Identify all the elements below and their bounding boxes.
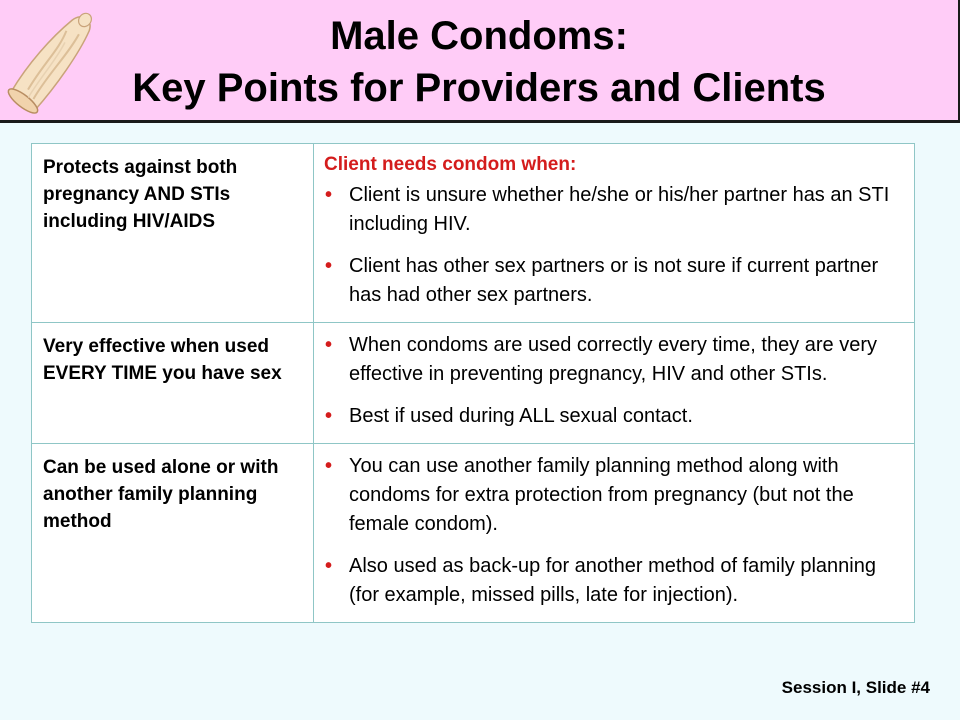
bullet-icon: • xyxy=(325,405,333,427)
title-line-2: Key Points for Providers and Clients xyxy=(132,66,826,110)
bullet-icon: • xyxy=(325,455,333,477)
slide-title xyxy=(0,10,958,114)
key-points-table xyxy=(31,143,915,623)
bullet-text: When condoms are used correctly every time, they are very effective in preventing pregnancy, HIV and other STIs. xyxy=(349,334,877,385)
list-item xyxy=(324,452,904,539)
slide-number: Session I, Slide #4 xyxy=(781,678,930,697)
bullet-text: Client has other sex partners or is not sure if current partner has had other sex partners. xyxy=(349,255,879,306)
bullet-icon: • xyxy=(325,184,333,206)
bullet-text: Also used as back-up for another method of family planning (for example, missed pills, late for injection). xyxy=(349,555,876,606)
row-label: Very effective when used EVERY TIME you have sex xyxy=(32,323,314,444)
list-item xyxy=(324,552,904,610)
bullet-icon: • xyxy=(325,255,333,277)
row-details xyxy=(314,444,915,623)
title-line-1: Male Condoms: xyxy=(330,14,628,58)
list-item xyxy=(324,402,904,431)
table-row xyxy=(32,144,915,323)
bullet-icon: • xyxy=(325,555,333,577)
table-row xyxy=(32,444,915,623)
bullet-list xyxy=(324,331,904,431)
bullet-text: Best if used during ALL sexual contact. xyxy=(349,405,693,427)
list-item xyxy=(324,252,904,310)
row-label: Protects against both pregnancy AND STIs including HIV/AIDS xyxy=(32,144,314,323)
slide-header xyxy=(0,0,960,123)
bullet-text: You can use another family planning method along with condoms for extra protection from pregnancy (but not the female condom). xyxy=(349,455,854,535)
list-item xyxy=(324,181,904,239)
bullet-text: Client is unsure whether he/she or his/her partner has an STI including HIV. xyxy=(349,184,890,235)
list-item xyxy=(324,331,904,389)
table-row xyxy=(32,323,915,444)
row-label: Can be used alone or with another family planning method xyxy=(32,444,314,623)
bullet-icon: • xyxy=(325,334,333,356)
details-heading: Client needs condom when: xyxy=(324,154,577,175)
bullet-list xyxy=(324,452,904,610)
row-details xyxy=(314,144,915,323)
row-details xyxy=(314,323,915,444)
bullet-list xyxy=(324,181,904,310)
